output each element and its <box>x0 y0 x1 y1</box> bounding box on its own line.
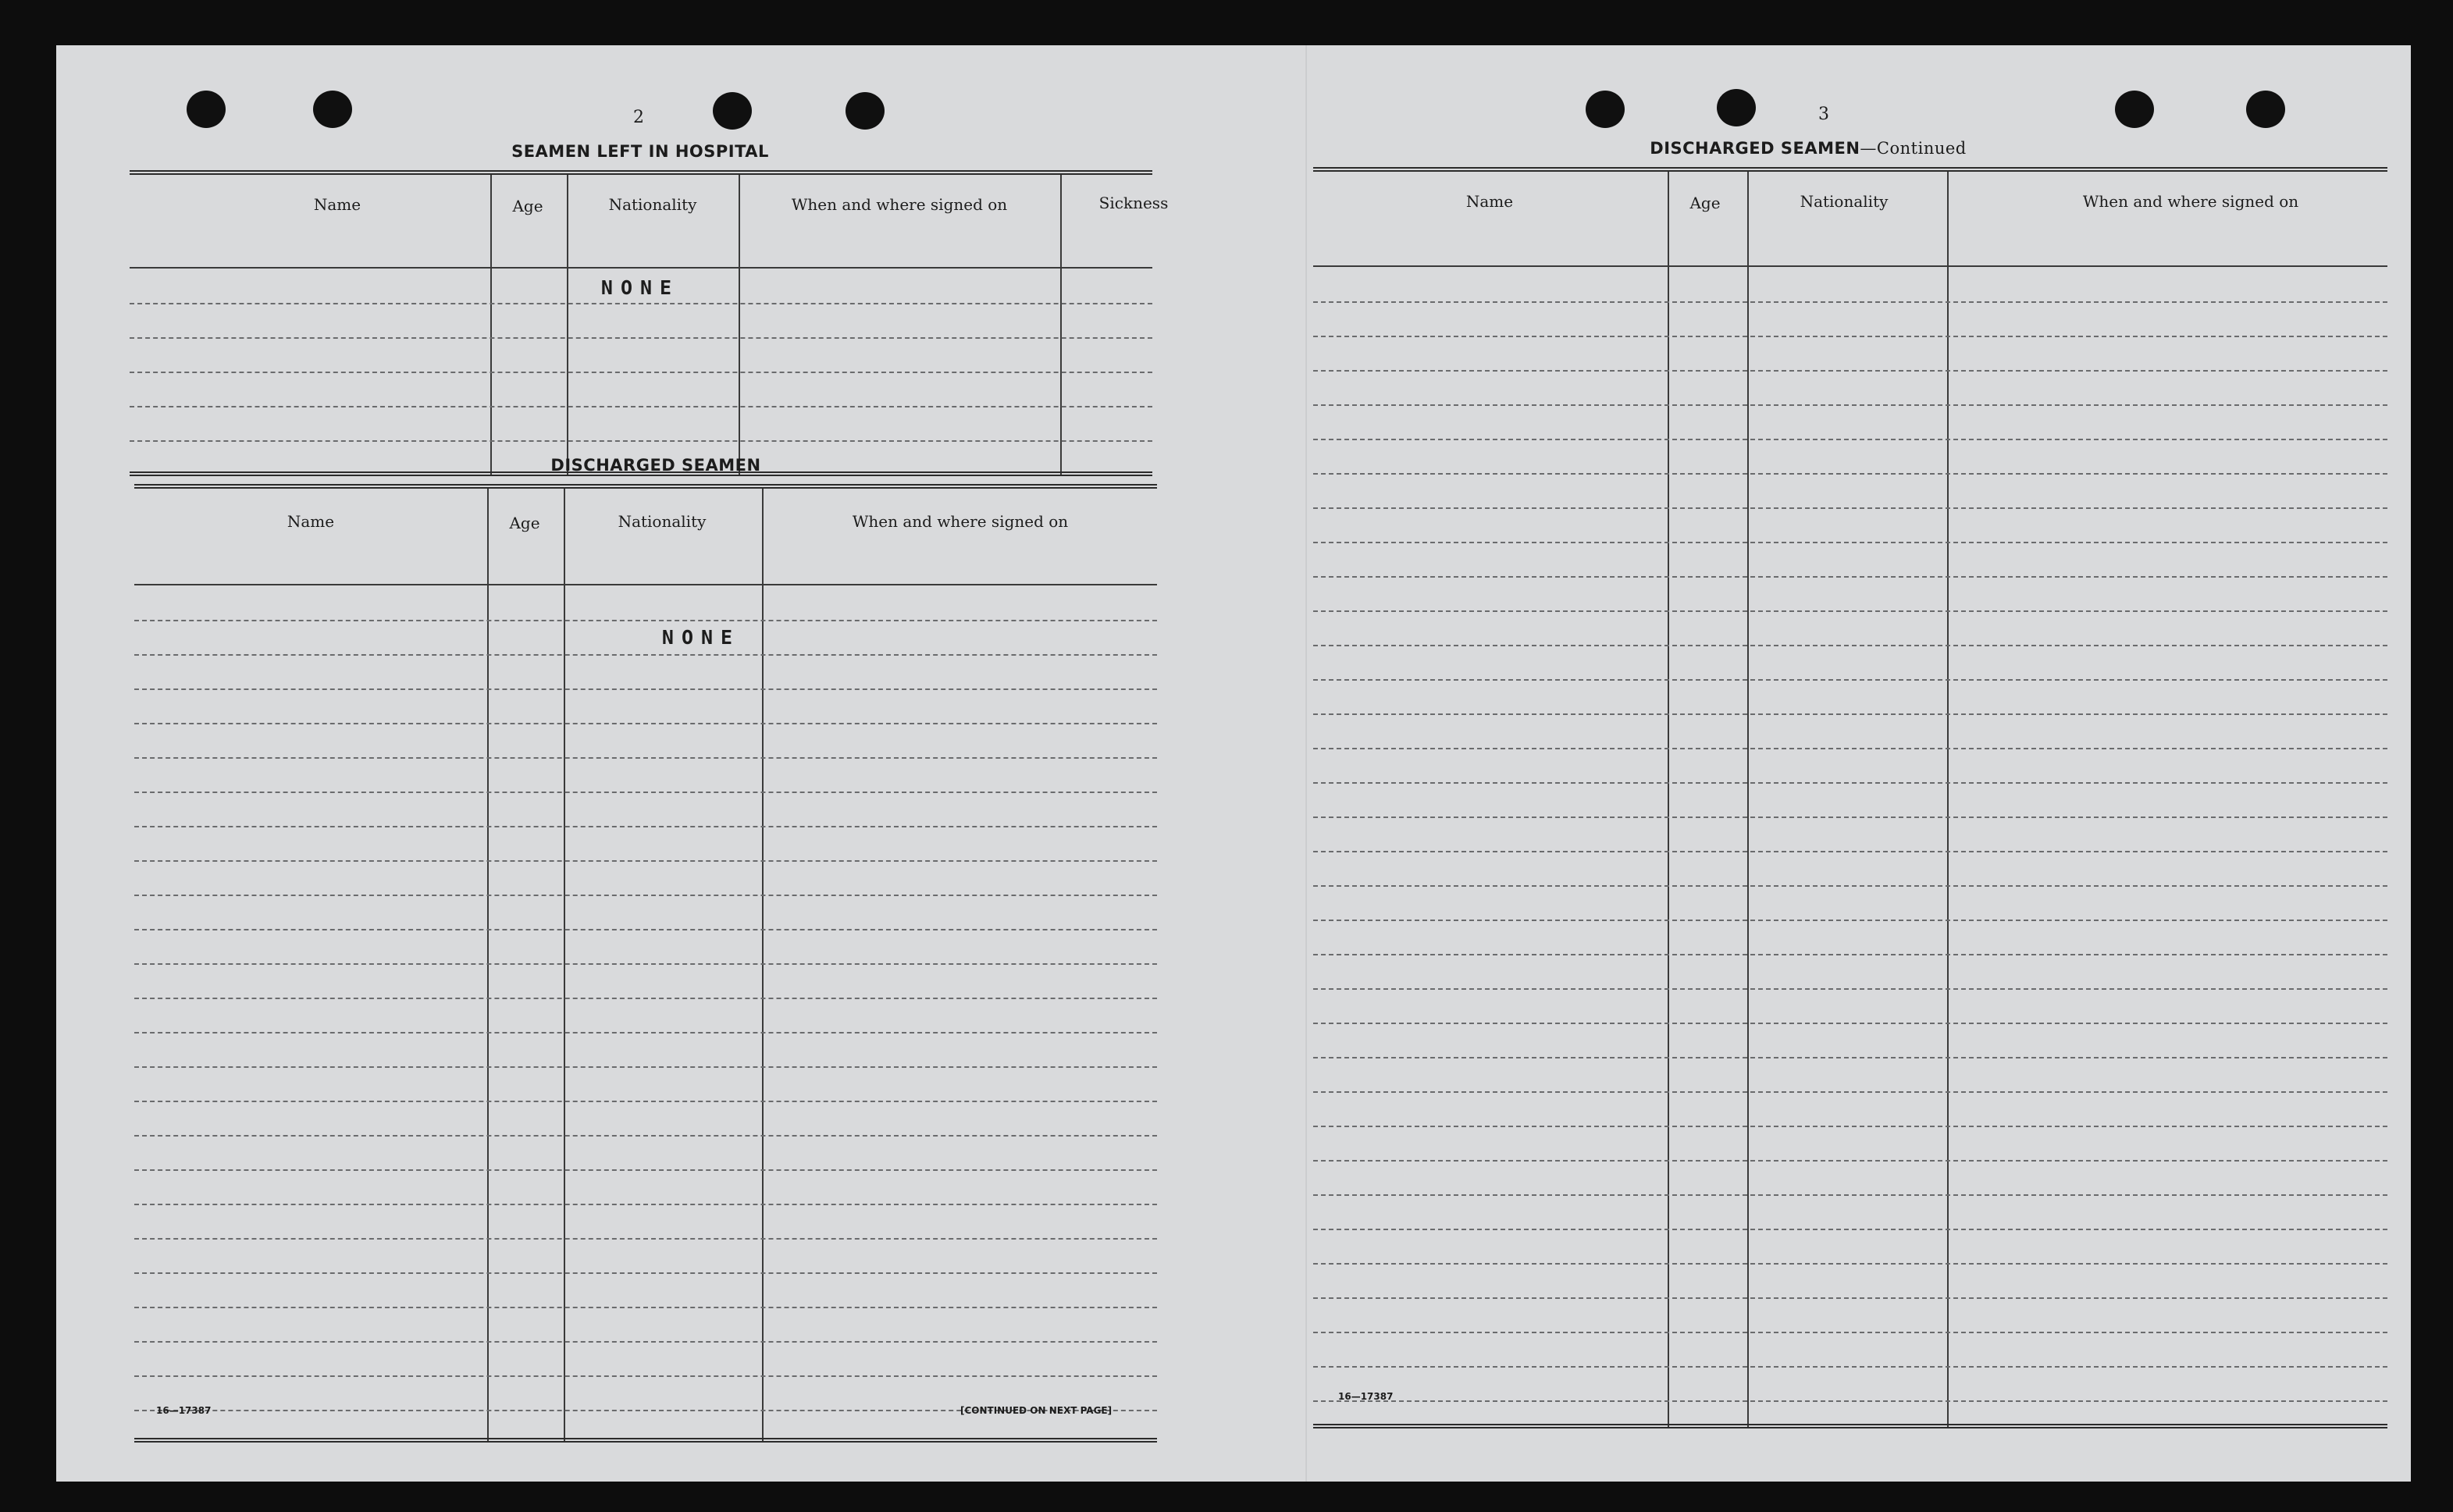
page-number: 3 <box>1818 105 1829 124</box>
punch-hole <box>187 91 226 128</box>
punch-hole <box>313 91 352 128</box>
column-header-name: Name <box>313 195 361 214</box>
punch-hole <box>1586 91 1625 128</box>
discharged-section-title: DISCHARGED SEAMEN <box>550 456 761 475</box>
column-header-name: Name <box>1465 192 1514 211</box>
column-header-sickness: Sickness <box>1098 194 1169 212</box>
page-fold <box>1305 45 1307 1482</box>
punch-hole <box>2246 91 2285 128</box>
hospital-section-title: SEAMEN LEFT IN HOSPITAL <box>511 142 769 161</box>
title-suffix: —Continued <box>1860 139 1967 158</box>
page-number: 2 <box>633 108 644 127</box>
column-header-nationality: Nationality <box>1800 192 1889 211</box>
column-header-when-where: When and where signed on <box>791 195 1008 214</box>
document-sheet <box>56 45 2411 1482</box>
hospital-table <box>130 170 1169 481</box>
column-header-when-where: When and where signed on <box>2082 192 2299 211</box>
title-main: DISCHARGED SEAMEN <box>1650 139 1860 158</box>
none-stamp: NONE <box>600 276 680 299</box>
column-header-name: Name <box>287 512 335 531</box>
discharged-continued-title <box>1650 139 1966 158</box>
punch-hole <box>1717 89 1756 126</box>
column-header-age: Age <box>509 514 540 532</box>
column-header-age: Age <box>1689 194 1721 212</box>
column-header-nationality: Nationality <box>618 512 707 531</box>
punch-hole <box>713 92 752 130</box>
form-number: 16—17387 <box>156 1405 212 1416</box>
punch-hole <box>2115 91 2154 128</box>
discharged-table <box>134 484 1157 1446</box>
column-header-nationality: Nationality <box>608 195 697 214</box>
none-stamp: NONE <box>661 626 741 649</box>
form-number: 16—17387 <box>1338 1391 1394 1402</box>
punch-hole <box>846 92 885 130</box>
discharged-continued-table <box>1313 167 2387 1432</box>
column-header-when-where: When and where signed on <box>852 512 1069 531</box>
column-header-age: Age <box>512 197 543 215</box>
continued-note: [CONTINUED ON NEXT PAGE] <box>960 1405 1113 1416</box>
